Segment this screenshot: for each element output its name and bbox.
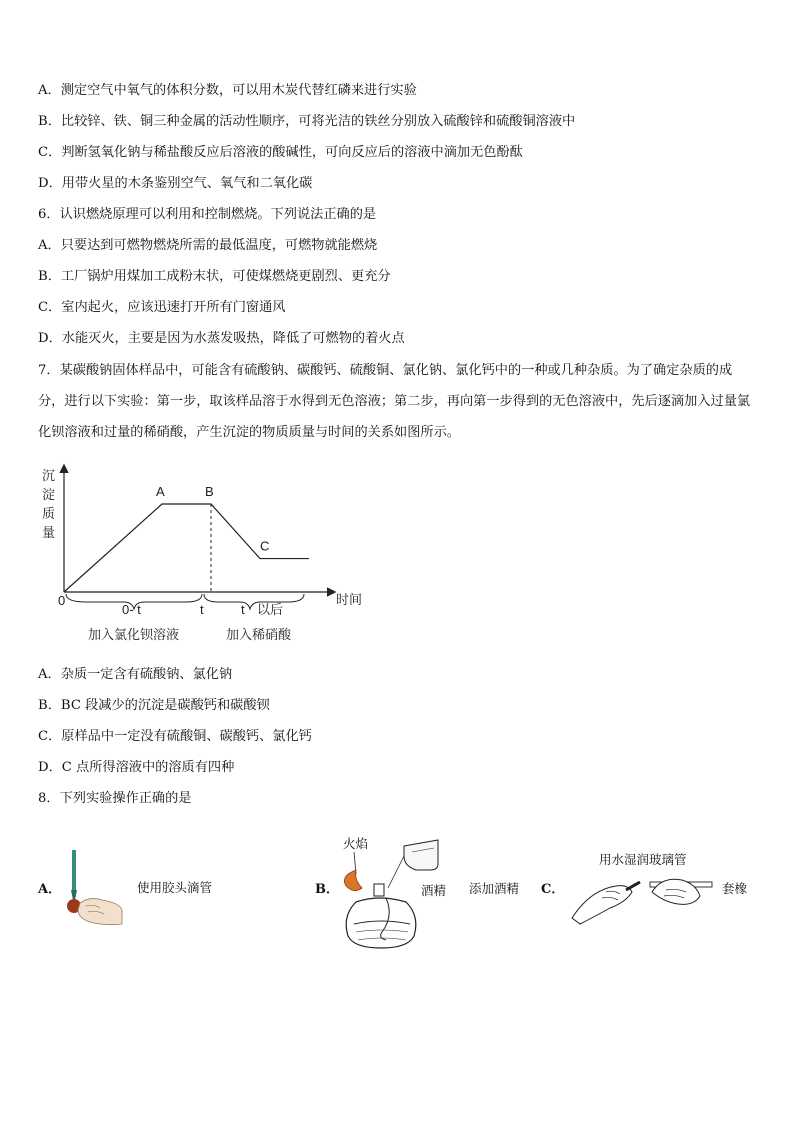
q6-option-c: C．室内起火，应该迅速打开所有门窗通风	[38, 300, 286, 315]
bracket-label-hno3: 加入稀硝酸	[226, 627, 292, 642]
dropper-illustration	[60, 848, 126, 926]
q7-option-b: B．BC 段减少的沉淀是碳酸钙和碳酸钡	[38, 698, 270, 713]
q6-option-b: B．工厂锅炉用煤加工成粉末状，可使煤燃烧更剧烈、更充分	[38, 269, 391, 284]
q7-option-d: D．C 点所得溶液中的溶质有四种	[38, 760, 235, 775]
brace-right	[204, 594, 304, 609]
q8-option-b-text: 添加酒精	[469, 882, 520, 896]
q7-stem: 7．某碳酸钠固体样品中，可能含有硫酸钠、碳酸钙、硫酸铜、氯化钠、氯化钙中的一种或几种杂质。为了确定杂质的成分，进行以下实验：第一步，取该样品溶于水得到无色溶液；第二步，再向第一步得到的无色溶液中，先后逐滴加入过量氯化钡溶液和过量的稀硝酸，产生沉淀的物质质量与时间的关系如图所示。	[38, 363, 751, 440]
q5-option-a: A．测定空气中氧气的体积分数，可以用木炭代替红磷来进行实验	[38, 83, 417, 98]
q8-option-b-label: B．	[315, 882, 339, 897]
point-label-b: B	[205, 484, 214, 499]
q8-option-c-text: 套橡	[722, 882, 748, 896]
point-label-a: A	[156, 484, 165, 499]
q7-option-a: A．杂质一定含有硫酸钠、氯化钠	[38, 667, 233, 682]
glass-tube-illustration	[566, 868, 726, 926]
q8-option-a-label: A．	[38, 882, 62, 897]
precipitate-chart	[36, 462, 376, 650]
x-tick-0-t: 0- t	[122, 602, 141, 617]
q6-option-d: D．水能灭火，主要是因为水蒸发吸热，降低了可燃物的着火点	[38, 331, 405, 346]
flame-label: 火焰	[343, 837, 369, 851]
y-axis-label-char: 淀	[42, 487, 56, 502]
q8-option-c-label: C．	[541, 882, 565, 897]
q8-stem: 8．下列实验操作正确的是	[38, 791, 192, 806]
y-axis-label-char: 量	[42, 525, 56, 540]
alcohol-label: 酒精	[421, 884, 447, 898]
series-line	[64, 504, 309, 592]
q5-option-b: B．比较锌、铁、铜三种金属的活动性顺序，可将光洁的铁丝分别放入硫酸锌和硫酸铜溶液中	[38, 114, 576, 129]
q5-option-c: C．判断氢氧化钠与稀盐酸反应后溶液的酸碱性，可向反应后的溶液中滴加无色酚酞	[38, 145, 523, 160]
x-tick-after: 以后	[257, 602, 284, 617]
q8-option-a-text: 使用胶头滴管	[137, 881, 213, 895]
bracket-label-bacl2: 加入氯化钡溶液	[88, 627, 180, 642]
origin-label: 0	[58, 593, 66, 608]
x-tick-t2: t	[241, 602, 245, 617]
y-axis-label-char: 质	[42, 506, 56, 521]
q6-option-a: A．只要达到可燃物燃烧所需的最低温度，可燃物就能燃烧	[38, 238, 378, 253]
point-label-c: C	[260, 538, 270, 554]
q6-stem: 6．认识燃烧原理可以利用和控制燃烧。下列说法正确的是	[38, 207, 377, 222]
y-axis-label-char: 沉	[42, 468, 56, 483]
q8-option-c-caption: 用水湿润玻璃管	[599, 853, 687, 867]
q7-option-c: C．原样品中一定没有硫酸铜、碳酸钙、氯化钙	[38, 729, 312, 744]
x-axis-label: 时间	[336, 592, 363, 607]
x-tick-t: t	[200, 602, 204, 617]
q5-option-d: D．用带火星的木条鉴别空气、氧气和二氧化碳	[38, 176, 313, 191]
